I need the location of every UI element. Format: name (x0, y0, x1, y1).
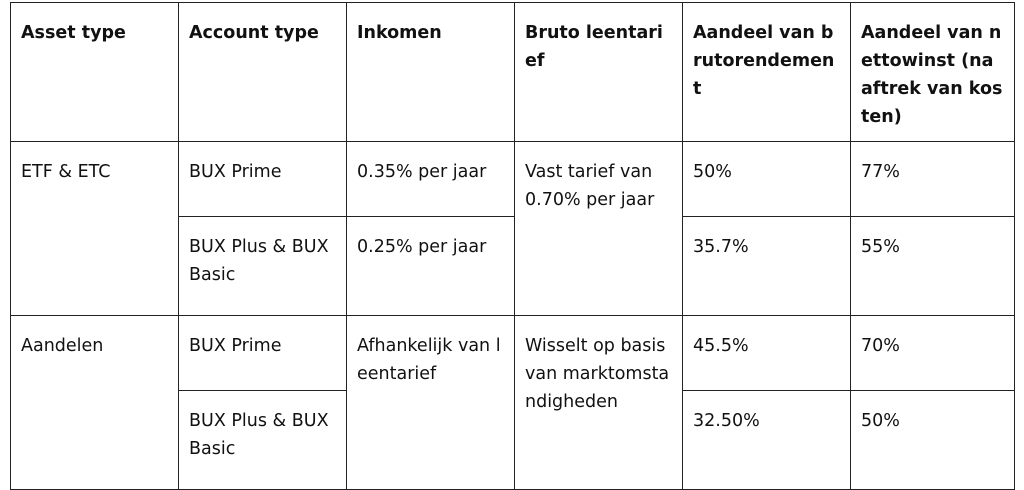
cell-aandeel-netto: 70% (851, 316, 1015, 391)
header-account-type: Account type (179, 3, 347, 142)
cell-aandeel-bruto: 45.5% (683, 316, 851, 391)
cell-account-type: BUX Prime (179, 316, 347, 391)
cell-account-type: BUX Plus & BUX Basic (179, 217, 347, 316)
cell-aandeel-bruto: 32.50% (683, 391, 851, 490)
header-aandeel-nettowinst: Aandeel van nettowinst (na aftrek van kosten) (851, 3, 1015, 142)
header-asset-type: Asset type (11, 3, 179, 142)
cell-aandeel-bruto: 50% (683, 142, 851, 217)
cell-account-type: BUX Prime (179, 142, 347, 217)
cell-aandeel-netto: 77% (851, 142, 1015, 217)
header-inkomen: Inkomen (347, 3, 515, 142)
cell-aandeel-netto: 55% (851, 217, 1015, 316)
lending-fees-table (10, 2, 1015, 490)
cell-asset-type: ETF & ETC (11, 142, 179, 316)
table-row (11, 316, 1015, 391)
cell-inkomen: Afhankelijk van leentarief (347, 316, 515, 490)
cell-bruto-leentarief: Wisselt op basis van marktomstandigheden (515, 316, 683, 490)
cell-aandeel-bruto: 35.7% (683, 217, 851, 316)
cell-account-type: BUX Plus & BUX Basic (179, 391, 347, 490)
cell-inkomen: 0.35% per jaar (347, 142, 515, 217)
cell-bruto-leentarief: Vast tarief van 0.70% per jaar (515, 142, 683, 316)
header-bruto-leentarief: Bruto leentarief (515, 3, 683, 142)
table-row (11, 142, 1015, 217)
header-aandeel-brutorendement: Aandeel van brutorendement (683, 3, 851, 142)
cell-inkomen: 0.25% per jaar (347, 217, 515, 316)
cell-aandeel-netto: 50% (851, 391, 1015, 490)
table-header-row (11, 3, 1015, 142)
cell-asset-type: Aandelen (11, 316, 179, 490)
